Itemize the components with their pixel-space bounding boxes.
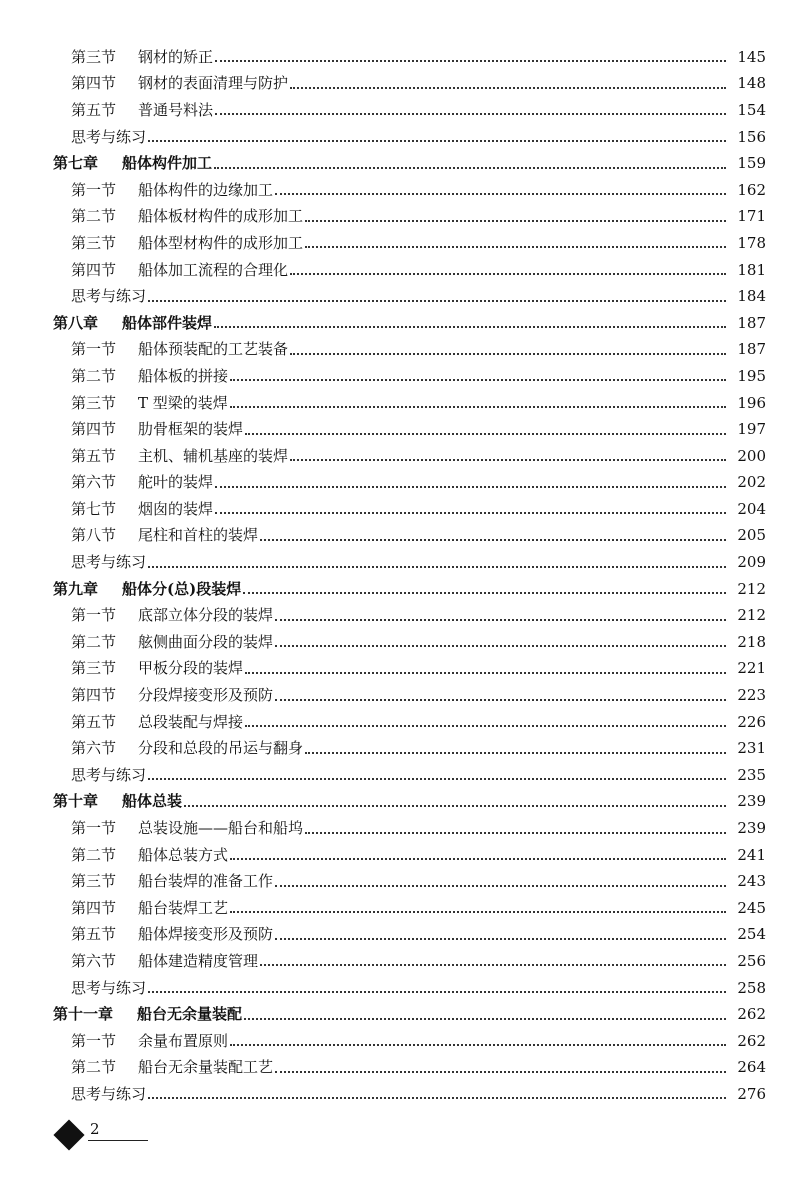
toc-section-entry xyxy=(0,470,790,497)
toc-entry-number: 第七章 xyxy=(53,154,99,173)
toc-page-number: 196 xyxy=(737,393,766,412)
dot-leader xyxy=(148,140,726,142)
toc-entry-number: 第八章 xyxy=(53,313,99,332)
toc-entry-label xyxy=(71,951,259,970)
dot-leader xyxy=(215,60,726,62)
toc-entry-title: 船体建造精度管理 xyxy=(138,951,259,970)
toc-page-number: 262 xyxy=(737,1005,766,1024)
toc-page-number: 226 xyxy=(737,712,766,731)
toc-page-number: 197 xyxy=(737,420,766,439)
toc-entry-number: 第八节 xyxy=(71,526,117,545)
toc-entry-title: 肋骨框架的装焊 xyxy=(138,420,244,439)
toc-entry-number: 第四节 xyxy=(71,420,117,439)
toc-entry-title: 钢材的表面清理与防护 xyxy=(138,74,289,93)
toc-entry-label xyxy=(71,555,146,570)
toc-section-entry xyxy=(0,735,790,762)
toc-entry-title: 钢材的矫正 xyxy=(138,47,214,66)
toc-entry-label xyxy=(71,1031,229,1050)
toc-section-entry xyxy=(0,523,790,550)
toc-entry-number: 第二节 xyxy=(71,366,117,385)
toc-entry-label xyxy=(71,180,274,199)
toc-chapter-entry xyxy=(0,1001,790,1028)
toc-page-number: 218 xyxy=(737,632,766,651)
toc-entry-number: 第七节 xyxy=(71,499,117,518)
toc-section-entry xyxy=(0,682,790,709)
dot-leader xyxy=(148,991,726,993)
toc-entry-title: 船体部件装焊 xyxy=(122,313,213,332)
dot-leader xyxy=(230,858,726,860)
toc-entry-title: 尾柱和首柱的装焊 xyxy=(138,526,259,545)
toc-entry-number: 第九章 xyxy=(53,579,99,598)
toc-entry-number: 第二节 xyxy=(71,1058,117,1077)
toc-entry-number: 第三节 xyxy=(71,47,117,66)
toc-entry-title: 船体板材构件的成形加工 xyxy=(138,207,304,226)
toc-chapter-entry xyxy=(0,310,790,337)
toc-chapter-entry xyxy=(0,789,790,816)
dot-leader xyxy=(275,1071,726,1073)
toc-entry-label xyxy=(71,978,147,997)
toc-page-number: 187 xyxy=(737,340,766,359)
dot-leader xyxy=(305,752,726,754)
toc-page-number: 276 xyxy=(737,1084,766,1103)
toc-section-entry xyxy=(0,922,790,949)
toc-entry-label xyxy=(71,608,273,623)
toc-page-number: 148 xyxy=(737,74,766,93)
toc-entry-label xyxy=(71,927,273,942)
toc-page-number: 184 xyxy=(737,287,766,306)
toc-entry-number: 第三节 xyxy=(71,659,117,678)
toc-entry-title: 船体分(总)段装焊 xyxy=(122,579,242,598)
toc-entry-title: 船体构件的边缘加工 xyxy=(138,180,274,199)
toc-page-number: 235 xyxy=(737,765,766,784)
dot-leader xyxy=(214,326,726,328)
toc-entry-number: 第一节 xyxy=(71,819,117,838)
toc-exercise-entry xyxy=(0,283,790,310)
toc-entry-label xyxy=(71,260,289,279)
toc-entry-title: 思考与练习 xyxy=(71,978,147,997)
toc-page-number: 205 xyxy=(737,526,766,545)
toc-entry-title: 舷侧曲面分段的装焊 xyxy=(138,632,274,651)
toc-page-number: 264 xyxy=(737,1058,766,1077)
dot-leader xyxy=(215,486,726,488)
toc-entry-label xyxy=(71,47,214,66)
toc-entry-title: 主机、辅机基座的装焊 xyxy=(138,446,289,465)
toc-entry-number: 第四节 xyxy=(71,260,117,279)
toc-entry-label xyxy=(71,632,274,651)
page-footer xyxy=(54,1120,134,1160)
toc-entry-title: 底部立体分段的装焊 xyxy=(138,606,274,625)
toc-page-number: 200 xyxy=(737,446,766,465)
toc-entry-label xyxy=(53,313,213,332)
toc-section-entry xyxy=(0,656,790,683)
toc-entry-title: 思考与练习 xyxy=(71,553,147,572)
toc-entry-number: 第二节 xyxy=(71,632,117,651)
toc-section-entry xyxy=(0,257,790,284)
dot-leader xyxy=(230,406,726,408)
toc-entry-title: 船体加工流程的合理化 xyxy=(138,260,289,279)
toc-entry-number: 第一节 xyxy=(71,1031,117,1050)
toc-entry-number: 第五节 xyxy=(71,712,117,731)
toc-section-entry xyxy=(0,1055,790,1082)
toc-entry-title: 船体焊接变形及预防 xyxy=(138,925,274,944)
toc-section-entry xyxy=(0,204,790,231)
toc-entry-title: 船台无余量装配工艺 xyxy=(138,1058,274,1077)
dot-leader xyxy=(245,725,726,727)
toc-entry-title: 总段装配与焊接 xyxy=(138,712,244,731)
toc-page-number: 202 xyxy=(737,473,766,492)
toc-page-number: 258 xyxy=(737,978,766,997)
dot-leader xyxy=(275,938,726,940)
toc-entry-title: 船体构件加工 xyxy=(122,154,213,173)
toc-section-entry xyxy=(0,416,790,443)
toc-section-entry xyxy=(0,602,790,629)
toc-entry-label xyxy=(71,765,147,784)
toc-section-entry xyxy=(0,709,790,736)
dot-leader xyxy=(245,672,726,674)
toc-page-number: 178 xyxy=(737,233,766,252)
dot-leader xyxy=(148,1097,726,1099)
dot-leader xyxy=(275,619,726,621)
dot-leader xyxy=(230,379,726,381)
toc-entry-number: 第三节 xyxy=(71,872,117,891)
dot-leader xyxy=(305,246,726,248)
toc-entry-label xyxy=(71,342,288,357)
toc-entry-number: 第一节 xyxy=(71,340,117,359)
toc-entry-label xyxy=(71,209,303,224)
dot-leader xyxy=(290,87,726,89)
dot-leader xyxy=(243,592,726,594)
toc-entry-label xyxy=(71,741,303,756)
toc-page-number: 171 xyxy=(737,207,766,226)
toc-section-entry xyxy=(0,815,790,842)
toc-entry-number: 第五节 xyxy=(71,100,117,119)
toc-entry-number: 第四节 xyxy=(71,686,117,705)
footer-rule xyxy=(88,1140,148,1141)
toc-entry-label xyxy=(71,127,147,146)
toc-page-number: 181 xyxy=(737,260,766,279)
toc-entry-label xyxy=(71,688,273,703)
toc-entry-title: 船台装焊工艺 xyxy=(138,898,229,917)
dot-leader xyxy=(275,193,726,195)
toc-chapter-entry xyxy=(0,150,790,177)
toc-entry-label xyxy=(71,898,229,917)
toc-page-number: 254 xyxy=(737,925,766,944)
toc-entry-label xyxy=(71,1060,273,1075)
toc-section-entry xyxy=(0,629,790,656)
toc-entry-title: 思考与练习 xyxy=(71,127,147,146)
toc-section-entry xyxy=(0,1028,790,1055)
toc-exercise-entry xyxy=(0,124,790,151)
toc-entry-number: 第五节 xyxy=(71,446,117,465)
table-of-contents xyxy=(0,44,790,1108)
toc-entry-title: 普通号料法 xyxy=(138,100,214,119)
toc-entry-label xyxy=(71,233,304,252)
toc-entry-label xyxy=(71,422,243,437)
toc-page-number: 239 xyxy=(737,792,766,811)
toc-entry-label xyxy=(71,446,289,465)
toc-page-number: 162 xyxy=(737,180,766,199)
toc-section-entry xyxy=(0,868,790,895)
page-number: 2 xyxy=(90,1120,100,1138)
toc-entry-label xyxy=(71,821,303,836)
page-marker-icon xyxy=(53,1119,84,1150)
dot-leader xyxy=(305,832,726,834)
toc-entry-label xyxy=(71,289,146,304)
toc-exercise-entry xyxy=(0,762,790,789)
dot-leader xyxy=(215,512,726,514)
toc-entry-title: 总装设施——船台和船坞 xyxy=(138,819,304,838)
toc-entry-number: 第六节 xyxy=(71,739,117,758)
toc-entry-label xyxy=(71,76,288,91)
dot-leader xyxy=(148,566,726,568)
toc-page-number: 156 xyxy=(737,127,766,146)
dot-leader xyxy=(290,353,726,355)
toc-entry-number: 第六节 xyxy=(71,951,117,970)
toc-entry-label xyxy=(53,1007,242,1022)
toc-entry-title: 船体型材构件的成形加工 xyxy=(138,233,304,252)
toc-section-entry xyxy=(0,948,790,975)
toc-entry-title: 船台无余量装配 xyxy=(137,1005,243,1024)
dot-leader xyxy=(260,539,726,541)
toc-entry-title: 余量布置原则 xyxy=(138,1031,229,1050)
toc-section-entry xyxy=(0,71,790,98)
toc-entry-number: 第十一章 xyxy=(53,1005,114,1024)
toc-exercise-entry xyxy=(0,1081,790,1108)
toc-entry-number: 第五节 xyxy=(71,925,117,944)
toc-entry-number: 第三节 xyxy=(71,393,117,412)
toc-page-number: 239 xyxy=(737,819,766,838)
toc-entry-label xyxy=(71,661,243,676)
dot-leader xyxy=(260,964,726,966)
dot-leader xyxy=(245,433,726,435)
toc-page-number: 204 xyxy=(737,499,766,518)
dot-leader xyxy=(275,645,726,647)
toc-entry-title: 甲板分段的装焊 xyxy=(138,659,244,678)
toc-page-number: 241 xyxy=(737,845,766,864)
toc-entry-number: 第一节 xyxy=(71,606,117,625)
toc-entry-label xyxy=(71,393,228,412)
toc-page-number: 154 xyxy=(737,100,766,119)
toc-page-number: 243 xyxy=(737,872,766,891)
toc-entry-title: 分段和总段的吊运与翻身 xyxy=(138,739,304,758)
toc-entry-title: 船体板的拼接 xyxy=(138,366,229,385)
toc-entry-number: 第一节 xyxy=(71,180,117,199)
toc-entry-label xyxy=(53,156,212,171)
toc-page-number: 262 xyxy=(737,1031,766,1050)
toc-entry-label xyxy=(71,845,229,864)
dot-leader xyxy=(275,699,726,701)
toc-exercise-entry xyxy=(0,975,790,1002)
toc-section-entry xyxy=(0,496,790,523)
toc-page-number: 231 xyxy=(737,739,766,758)
toc-page-number: 223 xyxy=(737,686,766,705)
toc-section-entry xyxy=(0,363,790,390)
toc-section-entry xyxy=(0,97,790,124)
dot-leader xyxy=(148,778,726,780)
toc-page-number: 212 xyxy=(737,579,766,598)
toc-section-entry xyxy=(0,842,790,869)
toc-page-number: 187 xyxy=(737,313,766,332)
toc-entry-title: 烟囱的装焊 xyxy=(138,499,214,518)
dot-leader xyxy=(305,220,726,222)
dot-leader xyxy=(290,273,726,275)
toc-entry-label xyxy=(53,794,182,809)
toc-entry-title: 船体预装配的工艺装备 xyxy=(138,340,289,359)
toc-page-number: 209 xyxy=(737,553,766,572)
toc-entry-label xyxy=(71,100,214,119)
toc-section-entry xyxy=(0,337,790,364)
toc-entry-label xyxy=(71,1084,147,1103)
toc-exercise-entry xyxy=(0,549,790,576)
toc-entry-label xyxy=(71,475,213,490)
toc-entry-title: 船体总装 xyxy=(122,792,183,811)
dot-leader xyxy=(215,113,726,115)
dot-leader xyxy=(275,885,726,887)
dot-leader xyxy=(214,167,726,169)
dot-leader xyxy=(184,805,726,807)
toc-entry-label xyxy=(71,712,244,731)
toc-page-number: 145 xyxy=(737,47,766,66)
toc-entry-label xyxy=(71,528,258,543)
toc-entry-title: 思考与练习 xyxy=(71,287,147,306)
toc-page-number: 221 xyxy=(737,659,766,678)
toc-entry-title: 船体总装方式 xyxy=(138,845,229,864)
toc-section-entry xyxy=(0,177,790,204)
toc-entry-title: 思考与练习 xyxy=(71,765,147,784)
toc-section-entry xyxy=(0,895,790,922)
toc-entry-title: 分段焊接变形及预防 xyxy=(138,686,274,705)
toc-entry-number: 第二节 xyxy=(71,207,117,226)
toc-entry-title: 舵叶的装焊 xyxy=(138,473,214,492)
toc-section-entry xyxy=(0,443,790,470)
toc-page-number: 159 xyxy=(737,154,766,173)
toc-page-number: 256 xyxy=(737,951,766,970)
dot-leader xyxy=(244,1018,726,1020)
toc-section-entry xyxy=(0,44,790,71)
toc-page-number: 212 xyxy=(737,606,766,625)
toc-entry-title: 船台装焊的准备工作 xyxy=(138,872,274,891)
toc-entry-label xyxy=(71,366,229,385)
dot-leader xyxy=(230,1044,726,1046)
toc-page-number: 245 xyxy=(737,898,766,917)
toc-entry-title: T 型梁的装焊 xyxy=(138,393,228,412)
toc-entry-title: 思考与练习 xyxy=(71,1084,147,1103)
toc-section-entry xyxy=(0,390,790,417)
toc-entry-number: 第四节 xyxy=(71,74,117,93)
toc-page-number: 195 xyxy=(737,366,766,385)
toc-entry-label xyxy=(71,499,214,518)
toc-entry-number: 第六节 xyxy=(71,473,117,492)
dot-leader xyxy=(290,459,726,461)
toc-entry-number: 第十章 xyxy=(53,792,99,811)
toc-entry-number: 第四节 xyxy=(71,898,117,917)
toc-entry-number: 第三节 xyxy=(71,233,117,252)
toc-entry-label xyxy=(53,579,242,598)
toc-entry-label xyxy=(71,874,273,889)
toc-chapter-entry xyxy=(0,576,790,603)
dot-leader xyxy=(148,300,726,302)
toc-section-entry xyxy=(0,230,790,257)
toc-entry-number: 第二节 xyxy=(71,845,117,864)
dot-leader xyxy=(230,911,726,913)
